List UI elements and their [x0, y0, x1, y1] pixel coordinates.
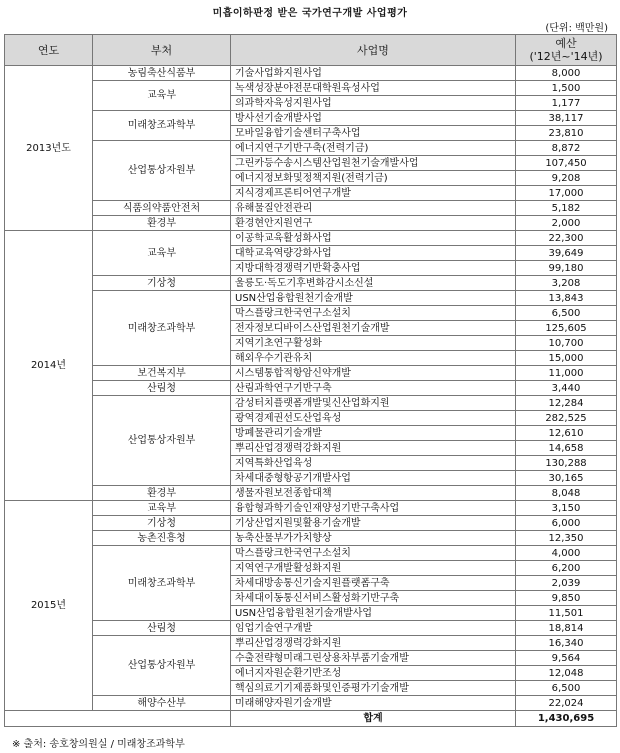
cell-project: 그린카등수송시스템산업원천기술개발사업 [231, 156, 516, 171]
cell-project: 임업기술연구개발 [231, 621, 516, 636]
cell-amount: 3,150 [516, 501, 617, 516]
cell-dept: 미래창조과학부 [93, 291, 231, 366]
cell-project: 광역경제권선도산업육성 [231, 411, 516, 426]
cell-year: 2015년 [5, 501, 93, 711]
table-body [5, 66, 617, 727]
cell-amount: 11,000 [516, 366, 617, 381]
cell-year: 2013년도 [5, 66, 93, 231]
cell-project: 울릉도·독도기후변화감시소신설 [231, 276, 516, 291]
header-budget [516, 35, 617, 66]
cell-project: 지역기초연구활성화 [231, 336, 516, 351]
cell-project: 이공학교육활성화사업 [231, 231, 516, 246]
cell-amount: 2,039 [516, 576, 617, 591]
cell-project: 지식경제프론티어연구개발 [231, 186, 516, 201]
cell-amount: 38,117 [516, 111, 617, 126]
cell-project: 지역특화산업육성 [231, 456, 516, 471]
cell-amount: 5,182 [516, 201, 617, 216]
cell-project: 기상산업지원및활용기술개발 [231, 516, 516, 531]
cell-amount: 3,208 [516, 276, 617, 291]
cell-project: 에너지자원순환기반조성 [231, 666, 516, 681]
cell-project: 융합형과학기술인재양성기반구축사업 [231, 501, 516, 516]
cell-amount: 23,810 [516, 126, 617, 141]
cell-project: 차세대중형항공기개발사업 [231, 471, 516, 486]
cell-project: 수출전략형미래그린상용차부품기술개발 [231, 651, 516, 666]
cell-amount: 8,048 [516, 486, 617, 501]
cell-project: 막스플랑크한국연구소설치 [231, 546, 516, 561]
unit-note: (단위: 백만원) [545, 23, 608, 34]
cell-dept: 교육부 [93, 81, 231, 111]
table-row [5, 531, 617, 546]
cell-amount: 17,000 [516, 186, 617, 201]
cell-amount: 11,501 [516, 606, 617, 621]
header-project: 사업명 [231, 35, 516, 66]
cell-amount: 8,872 [516, 141, 617, 156]
table-row [5, 546, 617, 561]
cell-amount: 14,658 [516, 441, 617, 456]
cell-amount: 125,605 [516, 321, 617, 336]
cell-project: 차세대방송통신기술지원플랫폼구축 [231, 576, 516, 591]
cell-dept: 해양수산부 [93, 696, 231, 711]
cell-amount: 30,165 [516, 471, 617, 486]
table-row [5, 396, 617, 411]
header-row [5, 35, 617, 66]
cell-dept: 미래창조과학부 [93, 111, 231, 141]
cell-project: 전자정보디바이스산업원천기술개발 [231, 321, 516, 336]
table-row [5, 486, 617, 501]
table-row [5, 696, 617, 711]
cell-dept: 기상청 [93, 276, 231, 291]
cell-project: 에너지정보화및정책지원(전력기금) [231, 171, 516, 186]
cell-amount: 9,850 [516, 591, 617, 606]
cell-amount: 9,208 [516, 171, 617, 186]
cell-project: 시스템통합적항암신약개발 [231, 366, 516, 381]
cell-amount: 6,500 [516, 681, 617, 696]
cell-amount: 3,440 [516, 381, 617, 396]
total-spacer [5, 711, 231, 727]
cell-amount: 10,700 [516, 336, 617, 351]
table-row [5, 81, 617, 96]
cell-amount: 39,649 [516, 246, 617, 261]
cell-project: 막스플랑크한국연구소설치 [231, 306, 516, 321]
header-dept: 부처 [93, 35, 231, 66]
cell-dept: 환경부 [93, 486, 231, 501]
cell-dept: 환경부 [93, 216, 231, 231]
cell-project: 감성터치플랫폼개발및신산업화지원 [231, 396, 516, 411]
cell-amount: 6,200 [516, 561, 617, 576]
cell-project: 해외우수기관유치 [231, 351, 516, 366]
cell-project: 에너지연구기반구축(전력기금) [231, 141, 516, 156]
cell-dept: 미래창조과학부 [93, 546, 231, 621]
cell-project: 산림과학연구기반구축 [231, 381, 516, 396]
cell-project: 대학교육역량강화사업 [231, 246, 516, 261]
cell-project: 모바일융합기술센터구축사업 [231, 126, 516, 141]
cell-project: 지역연구개발활성화지원 [231, 561, 516, 576]
header-budget-line1: 예산 [555, 37, 577, 50]
cell-amount: 130,288 [516, 456, 617, 471]
cell-amount: 18,814 [516, 621, 617, 636]
table-row [5, 516, 617, 531]
table-row [5, 366, 617, 381]
cell-project: 유해물질안전관리 [231, 201, 516, 216]
cell-project: USN산업융합원천기술개발 [231, 291, 516, 306]
cell-amount: 13,843 [516, 291, 617, 306]
cell-dept: 교육부 [93, 231, 231, 276]
cell-project: 환경현안지원연구 [231, 216, 516, 231]
cell-amount: 2,000 [516, 216, 617, 231]
cell-project: USN산업융합원천기술개발사업 [231, 606, 516, 621]
cell-amount: 1,500 [516, 81, 617, 96]
table-row [5, 201, 617, 216]
table-row [5, 636, 617, 651]
cell-amount: 12,610 [516, 426, 617, 441]
cell-amount: 4,000 [516, 546, 617, 561]
cell-dept: 기상청 [93, 516, 231, 531]
cell-project: 녹색성장분야전문대학원육성사업 [231, 81, 516, 96]
cell-project: 핵심의료기기제품화및인증평가기술개발 [231, 681, 516, 696]
total-label: 합계 [231, 711, 516, 727]
table-row [5, 231, 617, 246]
cell-dept: 식품의약품안전처 [93, 201, 231, 216]
table-title: 미흡이하판정 받은 국가연구개발 사업평가 [212, 8, 408, 19]
cell-dept: 산업통상자원부 [93, 396, 231, 486]
cell-dept: 보건복지부 [93, 366, 231, 381]
table-row [5, 501, 617, 516]
cell-dept: 농림축산식품부 [93, 66, 231, 81]
cell-project: 차세대이동통신서비스활성화기반구축 [231, 591, 516, 606]
cell-dept: 교육부 [93, 501, 231, 516]
cell-project: 미래해양자원기술개발 [231, 696, 516, 711]
cell-amount: 12,048 [516, 666, 617, 681]
total-row [5, 711, 617, 727]
cell-amount: 9,564 [516, 651, 617, 666]
table-row [5, 111, 617, 126]
cell-dept: 산업통상자원부 [93, 141, 231, 201]
cell-dept: 농촌진흥청 [93, 531, 231, 546]
header-year: 연도 [5, 35, 93, 66]
cell-amount: 15,000 [516, 351, 617, 366]
cell-amount: 22,024 [516, 696, 617, 711]
cell-amount: 22,300 [516, 231, 617, 246]
table-row [5, 141, 617, 156]
table-row [5, 291, 617, 306]
cell-project: 방사선기술개발사업 [231, 111, 516, 126]
cell-project: 뿌리산업경쟁력강화지원 [231, 636, 516, 651]
cell-dept: 산림청 [93, 621, 231, 636]
table-row [5, 216, 617, 231]
table-row [5, 66, 617, 81]
cell-project: 기술사업화지원사업 [231, 66, 516, 81]
cell-project: 방폐물관리기술개발 [231, 426, 516, 441]
cell-amount: 1,177 [516, 96, 617, 111]
evaluation-table [4, 34, 617, 727]
cell-amount: 6,500 [516, 306, 617, 321]
cell-amount: 107,450 [516, 156, 617, 171]
cell-project: 의과학자육성지원사업 [231, 96, 516, 111]
cell-amount: 99,180 [516, 261, 617, 276]
table-row [5, 621, 617, 636]
cell-dept: 산림청 [93, 381, 231, 396]
source-note: ※ 출처: 송호창의원실 / 미래창조과학부 [12, 739, 185, 750]
table-row [5, 276, 617, 291]
cell-project: 지방대학경쟁력기반확충사업 [231, 261, 516, 276]
total-amount: 1,430,695 [516, 711, 617, 727]
cell-amount: 16,340 [516, 636, 617, 651]
cell-dept: 산업통상자원부 [93, 636, 231, 696]
cell-project: 농축산물부가가치향상 [231, 531, 516, 546]
cell-year: 2014년 [5, 231, 93, 501]
cell-amount: 12,284 [516, 396, 617, 411]
cell-project: 뿌리산업경쟁력강화지원 [231, 441, 516, 456]
header-budget-line2: ('12년~'14년) [529, 50, 603, 63]
cell-amount: 8,000 [516, 66, 617, 81]
cell-amount: 12,350 [516, 531, 617, 546]
cell-amount: 6,000 [516, 516, 617, 531]
cell-project: 생물자원보전종합대책 [231, 486, 516, 501]
cell-amount: 282,525 [516, 411, 617, 426]
table-row [5, 381, 617, 396]
